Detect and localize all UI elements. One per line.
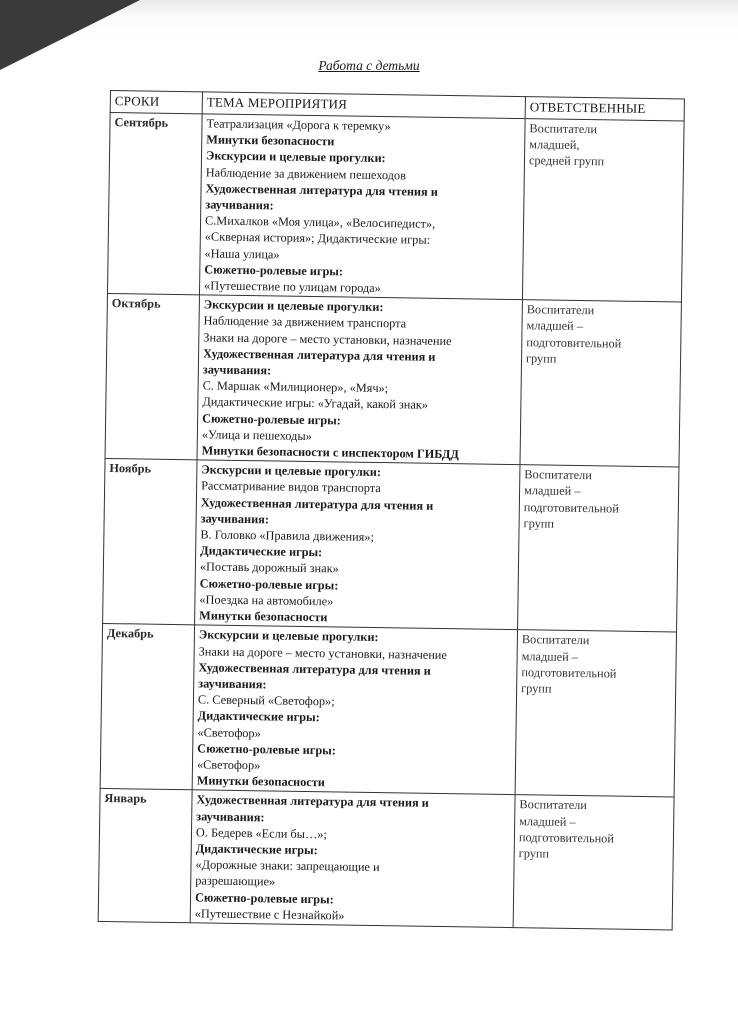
- activity-line: С. Маршак «Милиционер», «Мяч»;: [202, 378, 389, 396]
- activity-line: Сюжетно-ролевые игры:: [202, 411, 341, 428]
- activity-line: С. Северный «Светофор»;: [197, 692, 335, 709]
- activity-line: заучивания:: [198, 676, 267, 692]
- activity-line: «Светофор»: [197, 724, 261, 740]
- responsible-cell: [520, 300, 681, 467]
- activity-line: Сюжетно-ролевые игры:: [197, 741, 337, 758]
- responsible-line: Воспитатели: [519, 797, 588, 813]
- activity-line: Минутки безопасности: [199, 608, 328, 625]
- activity-line: Наблюдение за движением транспорта: [203, 313, 407, 331]
- responsible-cell: [518, 465, 679, 632]
- activity-line: «Улица и пешеходы»: [201, 427, 312, 443]
- activity-line: Экскурсии и целевые прогулки:: [198, 627, 379, 645]
- month-cell: Ноябрь: [103, 459, 197, 625]
- month-cell: Январь: [98, 789, 192, 923]
- responsible-line: групп: [525, 351, 557, 366]
- activities-cell: [192, 625, 517, 795]
- responsible-line: младшей,: [529, 137, 580, 153]
- month-cell: Октябрь: [105, 294, 199, 460]
- activity-line: Дидактические игры:: [200, 543, 323, 560]
- responsible-line: младшей –: [521, 648, 579, 664]
- activity-line: Художественная литература для чтения и: [205, 181, 438, 199]
- activity-line: Театрализация «Дорога к теремку»: [206, 116, 391, 134]
- activity-line: заучивания:: [200, 511, 270, 527]
- activity-line: Художественная литература для чтения и: [203, 346, 436, 364]
- activity-line: Художественная литература для чтения и: [200, 495, 434, 513]
- activity-line: заучивания:: [202, 362, 272, 378]
- activity-line: Минутки безопасности: [196, 773, 326, 790]
- month-cell: Декабрь: [100, 624, 194, 790]
- activity-line: Художественная литература для чтения и: [196, 792, 429, 811]
- activity-line: разрешающие»: [195, 873, 276, 889]
- responsible-line: подготовительной: [526, 334, 622, 351]
- activity-line: «Поездка на автомобиле»: [199, 592, 334, 609]
- responsible-line: групп: [518, 846, 550, 861]
- table-row: [100, 624, 676, 798]
- activity-line: Экскурсии и целевые прогулки:: [201, 462, 382, 480]
- activity-line: «Наша улица»: [204, 246, 280, 262]
- responsible-line: групп: [521, 681, 552, 696]
- activity-line: «Светофор»: [196, 757, 261, 773]
- activity-line: Минутки безопасности с инспектором ГИБДД: [201, 443, 459, 462]
- activity-line: Художественная литература для чтения и: [198, 660, 431, 678]
- table-body: [98, 113, 684, 930]
- responsible-line: Воспитатели: [524, 467, 592, 483]
- activity-line: Знаки на дороге – место установки, назначение: [198, 643, 448, 662]
- table-row: [107, 113, 684, 303]
- activity-line: Сюжетно-ролевые игры:: [194, 889, 334, 906]
- month-cell: Сентябрь: [107, 113, 202, 296]
- activity-line: Сюжетно-ролевые игры:: [204, 262, 344, 279]
- activity-line: С.Михалков «Моя улица», «Велосипедист»,: [204, 213, 436, 232]
- activity-line: О. Бедерев «Если бы…»;: [195, 825, 327, 842]
- activity-line: Экскурсии и целевые прогулки:: [203, 297, 384, 315]
- activity-line: заучивания:: [205, 197, 274, 213]
- activity-line: заучивания:: [196, 808, 265, 824]
- responsible-cell: [513, 795, 674, 930]
- activity-line: Минутки безопасности: [206, 132, 335, 149]
- activities-cell: [199, 114, 525, 300]
- responsible-cell: [522, 119, 684, 303]
- table-row: [103, 459, 679, 633]
- activities-cell: [195, 460, 520, 630]
- responsible-line: младшей –: [523, 483, 581, 499]
- page-title: Работа с детьми: [318, 58, 420, 73]
- responsible-line: средней групп: [528, 153, 605, 169]
- responsible-line: младшей –: [526, 318, 584, 334]
- responsible-line: подготовительной: [523, 499, 619, 516]
- responsible-cell: [515, 630, 676, 797]
- activity-line: «Поставь дорожный знак»: [199, 559, 339, 576]
- header-responsible: ОТВЕТСТВЕННЫЕ: [525, 97, 684, 121]
- activity-line: «Скверная история»; Дидактические игры:: [204, 229, 431, 248]
- responsible-line: младшей –: [519, 813, 576, 829]
- activity-line: Дидактические игры:: [197, 708, 320, 725]
- header-terms: СРОКИ: [110, 91, 202, 114]
- activity-line: «Путешествие с Незнайкой»: [194, 906, 345, 923]
- activities-cell: [190, 790, 515, 927]
- header-topic: ТЕМА МЕРОПРИЯТИЯ: [202, 92, 525, 119]
- activities-cell: [197, 295, 522, 465]
- activity-line: Дидактические игры:: [195, 841, 318, 858]
- activity-line: В. Головко «Правила движения»;: [200, 527, 375, 545]
- responsible-line: Воспитатели: [529, 121, 598, 137]
- activity-plan-table: [98, 90, 685, 930]
- responsible-line: Воспитатели: [521, 632, 590, 648]
- responsible-line: Воспитатели: [526, 302, 595, 318]
- activity-line: Рассматривание видов транспорта: [201, 478, 381, 496]
- activity-line: Дидактические игры: «Угадай, какой знак»: [202, 394, 429, 413]
- responsible-line: подготовительной: [518, 829, 615, 846]
- activity-line: Сюжетно-ролевые игры:: [199, 576, 339, 593]
- activity-line: Знаки на дороге – место установки, назначение: [203, 330, 452, 348]
- activity-line: «Путешествие по улицам города»: [204, 278, 381, 296]
- table-row: [98, 789, 674, 930]
- activity-line: «Дорожные знаки: запрещающие и: [195, 857, 380, 875]
- table-row: [105, 294, 681, 468]
- activity-line: Наблюдение за движением пешеходов: [205, 165, 407, 183]
- activity-line: Экскурсии и целевые прогулки:: [205, 148, 386, 166]
- responsible-line: подготовительной: [521, 664, 617, 681]
- responsible-line: групп: [523, 516, 555, 531]
